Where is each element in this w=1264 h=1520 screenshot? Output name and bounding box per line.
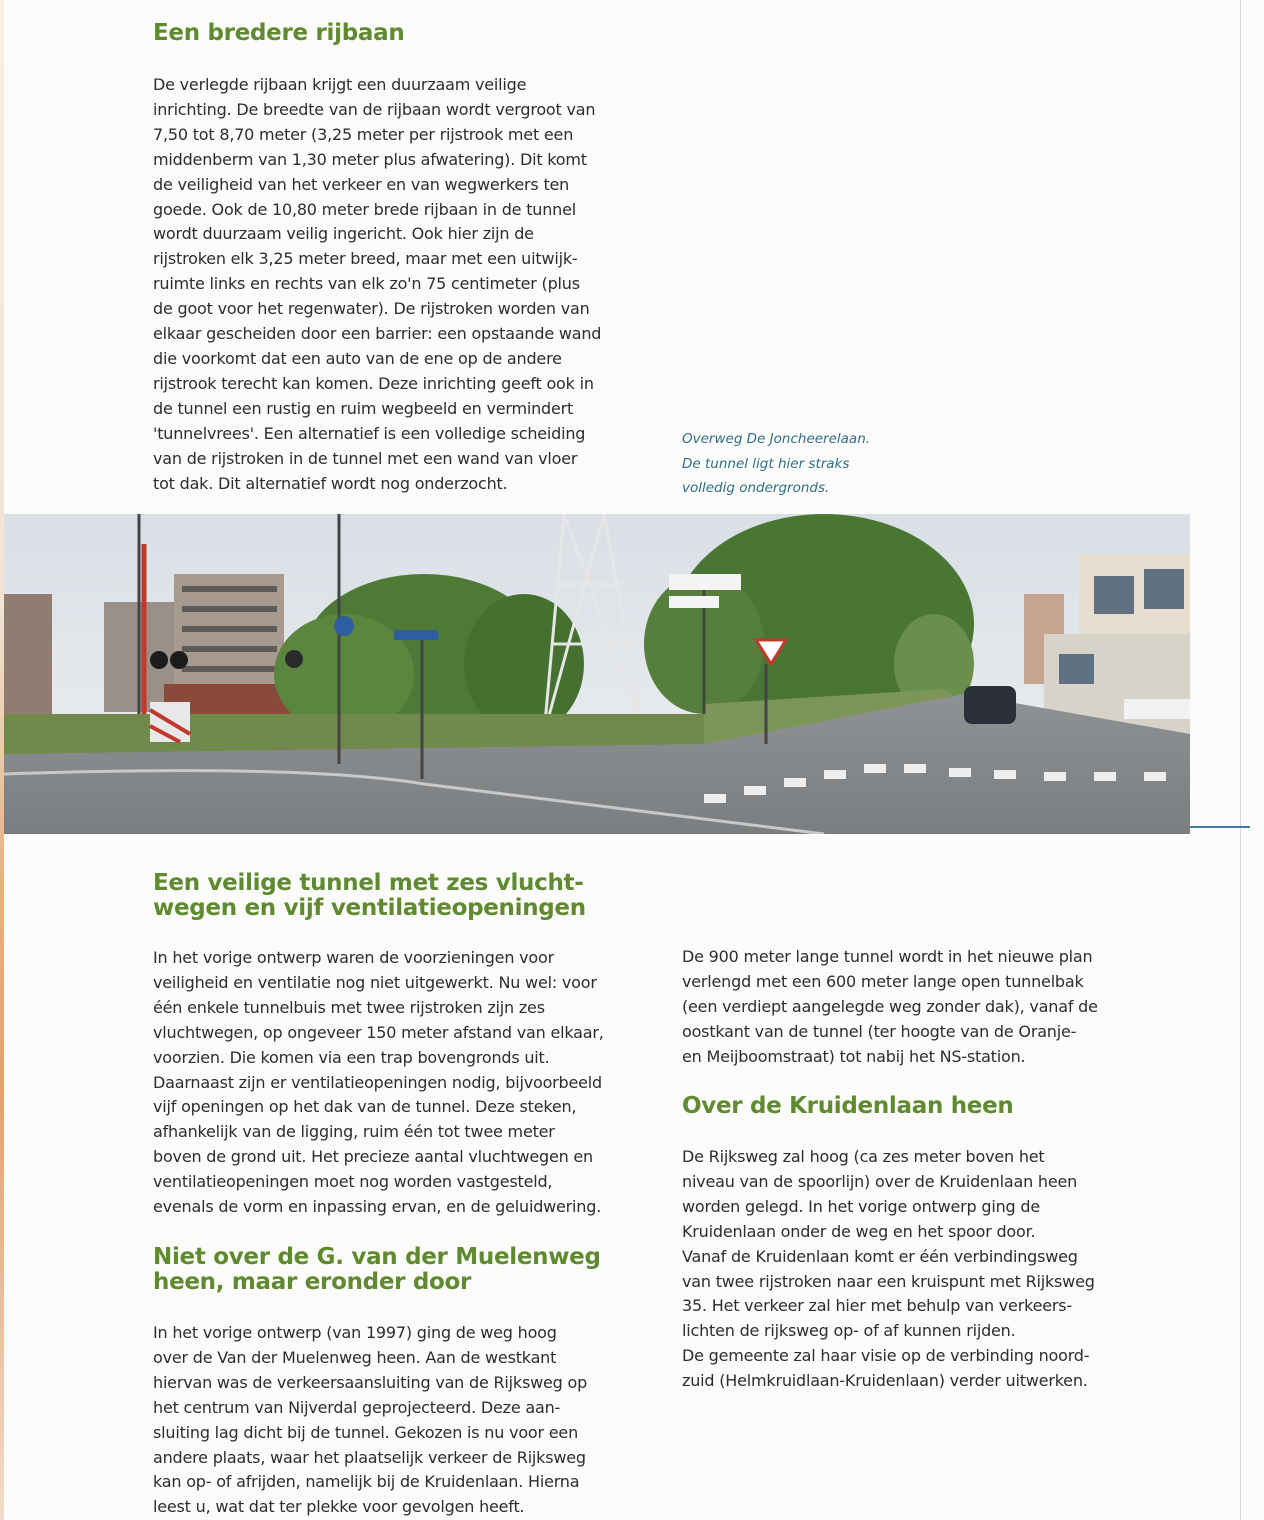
- heading-line: heen, maar eronder door: [153, 1269, 472, 1295]
- text-line: van de rijstroken in de tunnel met een wand van vloer: [153, 448, 578, 468]
- text-line: (een verdiept aangelegde weg zonder dak), vanaf de: [682, 996, 1098, 1016]
- accent-rule: [1190, 826, 1250, 828]
- caption-line: De tunnel ligt hier straks: [682, 455, 850, 472]
- text-line: afhankelijk van de ligging, ruim één tot twee meter: [153, 1122, 555, 1142]
- text-line: ruimte links en rechts van elk zo'n 75 centimeter (plus: [153, 274, 580, 294]
- paragraph-muelenweg: [153, 1321, 587, 1520]
- text-line: middenberm van 1,30 meter plus afwatering). Dit komt: [153, 149, 587, 169]
- text-line: van twee rijstroken naar een kruispunt met Rijksweg: [682, 1271, 1095, 1291]
- caption-line: Overweg De Joncheerelaan.: [682, 431, 871, 447]
- text-line: veiligheid en ventilatie nog niet uitgewerkt. Nu wel: voor: [153, 972, 597, 992]
- text-line: sluiting lag dicht bij de tunnel. Gekozen is nu voor een: [153, 1422, 579, 1442]
- street-photo: [4, 514, 1190, 834]
- caption-line: volledig ondergronds.: [682, 480, 830, 496]
- text-line: De Rijksweg zal hoog (ca zes meter boven het: [682, 1147, 1045, 1166]
- text-line: de goot voor het regenwater). De rijstroken worden van: [153, 299, 590, 319]
- text-line: inrichting. De breedte van de rijbaan wordt vergroot van: [153, 99, 596, 119]
- text-line: lichten de rijksweg op- of af kunnen rijden.: [682, 1321, 1016, 1341]
- text-line: zuid (Helmkruidlaan-Kruidenlaan) verder uitwerken.: [682, 1371, 1088, 1391]
- text-line: de tunnel een rustig en ruim wegbeeld en vermindert: [153, 398, 574, 418]
- text-line: Vanaf de Kruidenlaan komt er één verbindingsweg: [682, 1246, 1078, 1266]
- text-line: het centrum van Nijverdal geprojecteerd. Deze aan-: [153, 1397, 561, 1417]
- text-line: De verlegde rijbaan krijgt een duurzaam veilige: [153, 75, 527, 94]
- text-line: rijstrook terecht kan komen. Deze inrichting geeft ook in: [153, 373, 594, 393]
- text-line: andere plaats, waar het plaatselijk verkeer de Rijksweg: [153, 1447, 586, 1467]
- paragraph-bredere-rijbaan: [153, 73, 601, 496]
- text-line: hiervan was de verkeersaansluiting van de Rijksweg op: [153, 1372, 588, 1392]
- text-line: vluchtwegen, op ongeveer 150 meter afstand van elkaar,: [153, 1022, 604, 1042]
- heading-veilige-tunnel: [153, 871, 586, 921]
- street-photo-illustration: [4, 514, 1190, 834]
- photo-caption: [682, 427, 870, 501]
- text-line: Kruidenlaan onder de weg en het spoor door.: [682, 1221, 1036, 1241]
- text-line: In het vorige ontwerp (van 1997) ging de weg hoog: [153, 1323, 557, 1342]
- text-line: die voorkomt dat een auto van de ene op de andere: [153, 348, 562, 368]
- text-line: wordt duurzaam veilig ingericht. Ook hier zijn de: [153, 224, 534, 244]
- text-line: oostkant van de tunnel (ter hoogte van de Oranje-: [682, 1021, 1077, 1041]
- text-line: leest u, wat dat ter plekke voor gevolgen heeft.: [153, 1497, 525, 1517]
- text-line: boven de grond uit. Het precieze aantal vluchtwegen en: [153, 1147, 593, 1167]
- heading-line: wegen en vijf ventilatieopeningen: [153, 895, 586, 921]
- text-line: en Meijboomstraat) tot nabij het NS-station.: [682, 1046, 1026, 1066]
- heading-line: Een veilige tunnel met zes vlucht-: [153, 870, 584, 896]
- text-line: ventilatieopeningen moet nog worden vastgesteld,: [153, 1172, 553, 1192]
- text-line: vijf openingen op het dak van de tunnel. Deze steken,: [153, 1097, 577, 1117]
- page-fold-line: [1240, 0, 1241, 1520]
- paragraph-veilige-tunnel: [153, 946, 604, 1220]
- text-line: over de Van der Muelenweg heen. Aan de westkant: [153, 1347, 557, 1367]
- text-line: één enkele tunnelbuis met twee rijstroken zijn zes: [153, 997, 545, 1017]
- text-line: 35. Het verkeer zal hier met behulp van verkeers-: [682, 1296, 1072, 1316]
- text-line: tot dak. Dit alternatief wordt nog onderzocht.: [153, 473, 508, 493]
- text-line: rijstroken elk 3,25 meter breed, maar met een uitwijk-: [153, 249, 578, 269]
- paragraph-tunnelbak: [682, 945, 1098, 1070]
- text-line: evenals de vorm en inpassing ervan, en de geluidwering.: [153, 1197, 602, 1217]
- text-line: elkaar gescheiden door een barrier: een opstaande wand: [153, 324, 602, 344]
- text-line: 7,50 tot 8,70 meter (3,25 meter per rijstrook met een: [153, 124, 574, 144]
- text-line: De 900 meter lange tunnel wordt in het nieuwe plan: [682, 947, 1093, 966]
- text-line: verlengd met een 600 meter lange open tunnelbak: [682, 971, 1084, 991]
- text-line: In het vorige ontwerp waren de voorzieningen voor: [153, 948, 554, 967]
- text-line: voorzien. Die komen via een trap bovengronds uit.: [153, 1047, 550, 1067]
- text-line: kan op- of afrijden, namelijk bij de Kruidenlaan. Hierna: [153, 1472, 580, 1492]
- heading-bredere-rijbaan: Een bredere rijbaan: [153, 20, 405, 46]
- text-line: niveau van de spoorlijn) over de Kruidenlaan heen: [682, 1171, 1078, 1191]
- heading-line: Niet over de G. van der Muelenweg: [153, 1244, 601, 1270]
- text-line: goede. Ook de 10,80 meter brede rijbaan in de tunnel: [153, 199, 576, 219]
- text-line: Daarnaast zijn er ventilatieopeningen nodig, bijvoorbeeld: [153, 1072, 602, 1092]
- text-line: de veiligheid van het verkeer en van wegwerkers ten: [153, 174, 570, 194]
- text-line: 'tunnelvrees'. Een alternatief is een volledige scheiding: [153, 423, 586, 443]
- text-line: worden gelegd. In het vorige ontwerp ging de: [682, 1196, 1040, 1216]
- heading-muelenweg: [153, 1245, 601, 1295]
- text-line: De gemeente zal haar visie op de verbinding noord-: [682, 1346, 1090, 1366]
- paragraph-kruidenlaan: [682, 1145, 1095, 1394]
- heading-kruidenlaan: Over de Kruidenlaan heen: [682, 1093, 1014, 1119]
